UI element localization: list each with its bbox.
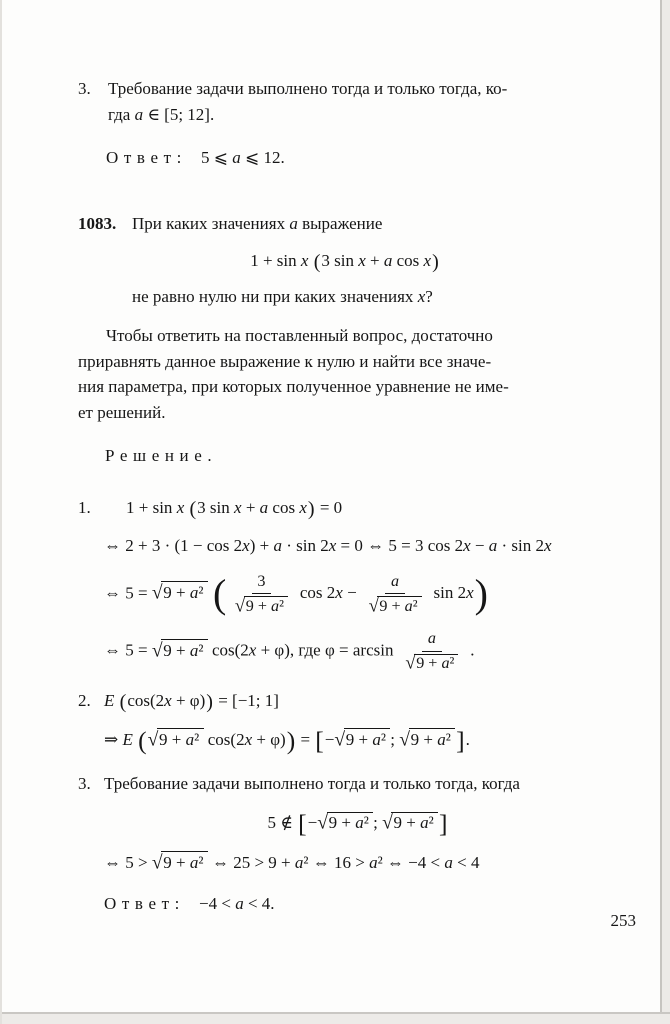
scan-edge-left bbox=[0, 0, 2, 1024]
answer-line-1 bbox=[106, 145, 612, 171]
item-3-text: Требование задачи выполнено тогда и только тогда, ко- гда a ∈ [5; 12]. bbox=[108, 79, 508, 124]
step-3-body bbox=[78, 771, 612, 875]
item-3-number: 3. bbox=[78, 79, 91, 98]
scan-strip-right bbox=[662, 0, 670, 1024]
problem-number: 1083. bbox=[78, 213, 117, 233]
answer-2-label: Ответ: bbox=[104, 894, 185, 914]
scan-strip-bottom bbox=[0, 1014, 670, 1024]
solution-step-1 bbox=[78, 495, 612, 675]
answer-1-label: Ответ: bbox=[106, 148, 187, 167]
step-2-line-2: ⇒ E (√9 + a² cos(2x + φ)) = [−√9 + a² ; √9 + a² ]. bbox=[104, 725, 470, 755]
step-2-line-1: E (cos(2x + φ)) = [−1; 1] bbox=[104, 691, 279, 714]
item-3-conclusion bbox=[78, 76, 612, 127]
step-2-number: 2. bbox=[78, 691, 91, 711]
step-1-line-1: 1 + sin x (3 sin x + a cos x) = 0 bbox=[126, 497, 343, 520]
scan-edge-bottom bbox=[0, 1012, 670, 1014]
intro-paragraph: Чтобы ответить на поставленный вопрос, достаточно приравнять данное выражение к нулю и найти все значе- ния параметра, при которых полученное уравнение не име- ет решений. bbox=[78, 326, 509, 422]
answer-1-value: 5 ⩽ a ⩽ 12. bbox=[201, 148, 285, 167]
problem-formula: 1 + sin x (3 sin x + a cos x) bbox=[250, 251, 439, 274]
solution-step-3 bbox=[78, 771, 612, 875]
step-3-formula-2: ⇔ 5 > √9 + a² ⇔ 25 > 9 + a² ⇔ 16 > a² ⇔ −4 < a < 4 bbox=[104, 852, 480, 874]
step-3-formula-1: 5 ∉ [−√9 + a² ; √9 + a² ] bbox=[267, 809, 448, 839]
step-1-number: 1. bbox=[78, 497, 91, 517]
step-1-body bbox=[78, 495, 612, 675]
problem-question: не равно нулю ни при каких значениях x? bbox=[132, 286, 433, 306]
step-1-line-3: ⇔ 5 = √9 + a² ( $\frac{3}{\text{√9 + a²}}$ cos 2x − $\frac{a}{\text{√9 + a²}}$ sin 2x) bbox=[104, 570, 488, 617]
answer-line-2 bbox=[104, 891, 612, 917]
step-1-line-4: ⇔ 5 = √9 + a² cos(2x + φ), где φ = arcsin $\frac{a}{\text{√9 + a²}}$ . bbox=[104, 630, 475, 674]
solution-heading: Решение. bbox=[105, 446, 218, 465]
step-3-number: 3. bbox=[78, 774, 91, 794]
step-2-body bbox=[78, 688, 612, 753]
solution-step-2 bbox=[78, 688, 612, 753]
problem-1083-header bbox=[78, 211, 612, 237]
step-1-line-2: ⇔ 2 + 3 · (1 − cos 2x) + a · sin 2x = 0 ⇔ 5 = 3 cos 2x − a · sin 2x bbox=[104, 536, 552, 555]
answer-2-value: −4 < a < 4. bbox=[199, 894, 275, 914]
scan-edge-right bbox=[660, 0, 662, 1024]
step-3-text: Требование задачи выполнено тогда и только тогда, когда bbox=[104, 774, 520, 794]
problem-intro: При каких значениях a выражение bbox=[132, 213, 383, 233]
page-number: 253 bbox=[610, 911, 636, 930]
